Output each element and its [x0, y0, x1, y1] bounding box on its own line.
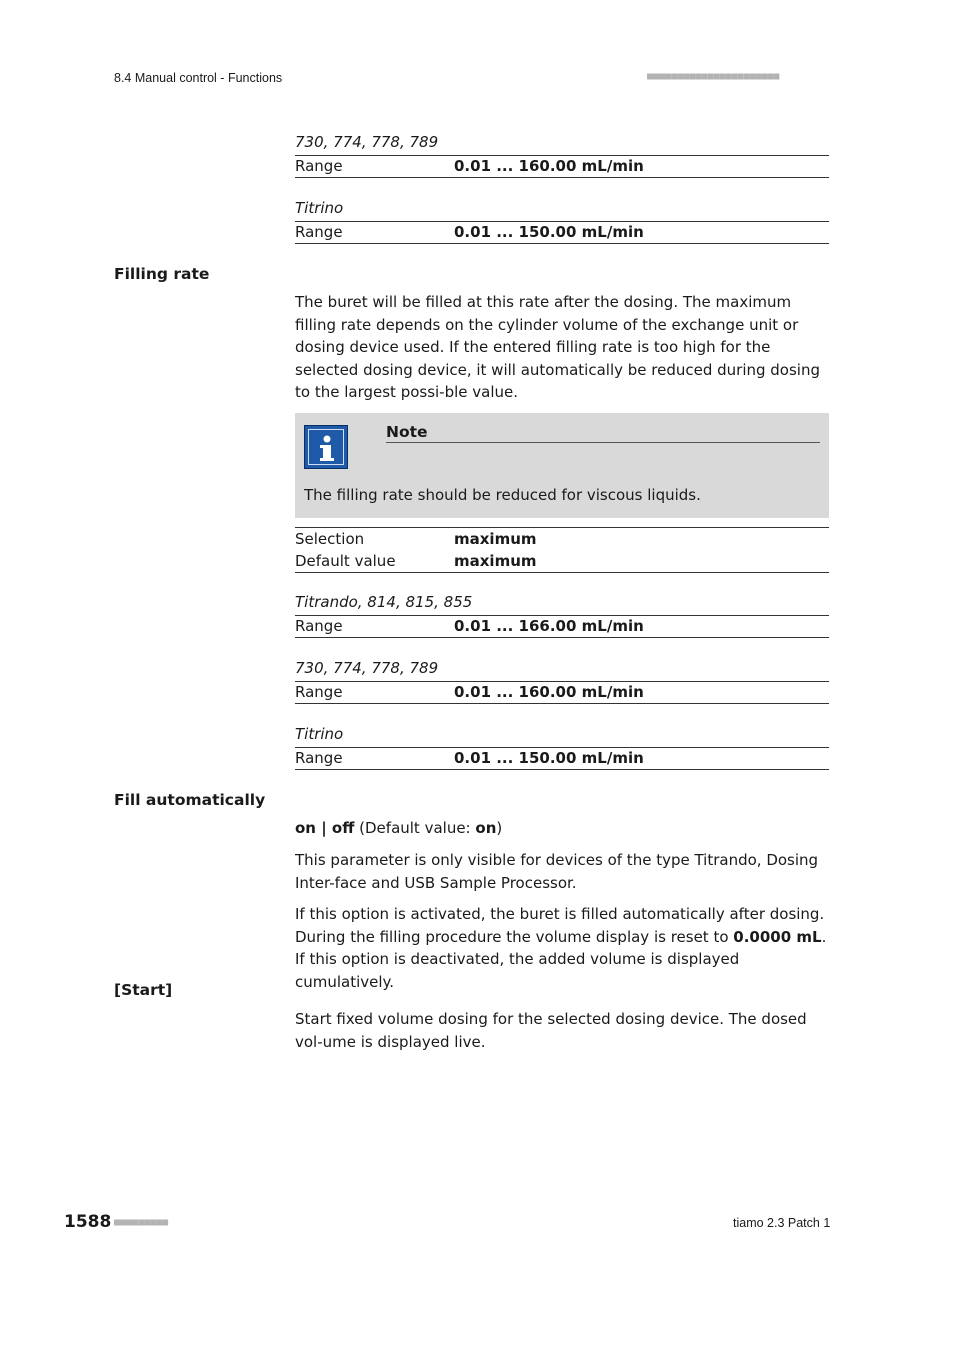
- fill-behavior-description: [295, 903, 829, 993]
- default-suffix: ): [496, 819, 503, 837]
- range-row: [295, 155, 829, 178]
- section-title-fill-automatically: Fill automatically: [114, 791, 266, 809]
- device-group-label: 730, 774, 778, 789: [295, 133, 439, 151]
- fill-visibility-note: This parameter is only visible for devices of the type Titrando, Dosing Inter-face and USB Sample Processor.: [295, 851, 819, 892]
- start-description: Start fixed volume dosing for the selected dosing device. The dosed vol-ume is displayed live.: [295, 1010, 807, 1051]
- page-number: 1588: [64, 1212, 112, 1232]
- device-group-label: 730, 774, 778, 789: [295, 659, 439, 677]
- selection-key: Selection: [295, 530, 365, 548]
- option-on: on: [295, 819, 316, 837]
- range-value: 0.01 ... 160.00 mL/min: [454, 683, 644, 701]
- selection-value: maximum: [454, 530, 537, 548]
- fill-behavior-text-b: . If this option is deactivated, the added volume is displayed cumulatively.: [295, 927, 827, 991]
- fill-behavior-text-a: If this option is activated, the buret is filled automatically after dosing. During the filling procedure the volume display is reset to: [295, 905, 825, 946]
- default-key: Default value: [295, 552, 396, 570]
- filling-rate-description: The buret will be filled at this rate after the dosing. The maximum filling rate depends on the cylinder volume of the exchange unit or dosing device used. If the entered filling rate is too high for the selected dosing device, it will automatically be reduced during dosing to the largest possi-ble value.: [295, 293, 820, 401]
- range-key: Range: [295, 157, 343, 175]
- device-group-label: Titrino: [295, 199, 344, 217]
- range-key: Range: [295, 749, 343, 767]
- default-value: on: [475, 819, 497, 837]
- header-dots: ■■■■■■■■■■■■■■■■■■■■■■: [647, 71, 780, 82]
- device-group-label: Titrino: [295, 725, 344, 743]
- range-row: [295, 681, 829, 704]
- note-box: [295, 413, 829, 518]
- default-prefix: (Default value:: [354, 819, 476, 837]
- product-name: tiamo 2.3 Patch 1: [733, 1216, 831, 1230]
- note-title: Note: [386, 423, 820, 443]
- range-row: [295, 615, 829, 638]
- range-key: Range: [295, 223, 343, 241]
- volume-reset-value: 0.0000 mL: [733, 927, 822, 946]
- default-value: maximum: [454, 552, 537, 570]
- range-value: 0.01 ... 150.00 mL/min: [454, 749, 644, 767]
- range-value: 0.01 ... 166.00 mL/min: [454, 617, 644, 635]
- info-icon: [304, 425, 348, 469]
- fill-options-line: [295, 817, 829, 840]
- range-value: 0.01 ... 150.00 mL/min: [454, 223, 644, 241]
- running-header: 8.4 Manual control - Functions: [114, 71, 283, 85]
- device-group-label: Titrando, 814, 815, 855: [295, 593, 473, 611]
- range-value: 0.01 ... 160.00 mL/min: [454, 157, 644, 175]
- selection-table: [295, 527, 829, 573]
- range-key: Range: [295, 683, 343, 701]
- footer-dots: ■■■■■■■■■: [114, 1217, 169, 1228]
- option-off: off: [331, 819, 355, 837]
- range-key: Range: [295, 617, 343, 635]
- range-row: [295, 221, 829, 244]
- option-separator: |: [315, 819, 332, 837]
- section-title-filling-rate: Filling rate: [114, 265, 210, 283]
- section-title-start: [Start]: [114, 981, 173, 999]
- note-text: The filling rate should be reduced for viscous liquids.: [304, 486, 701, 504]
- range-row: [295, 747, 829, 770]
